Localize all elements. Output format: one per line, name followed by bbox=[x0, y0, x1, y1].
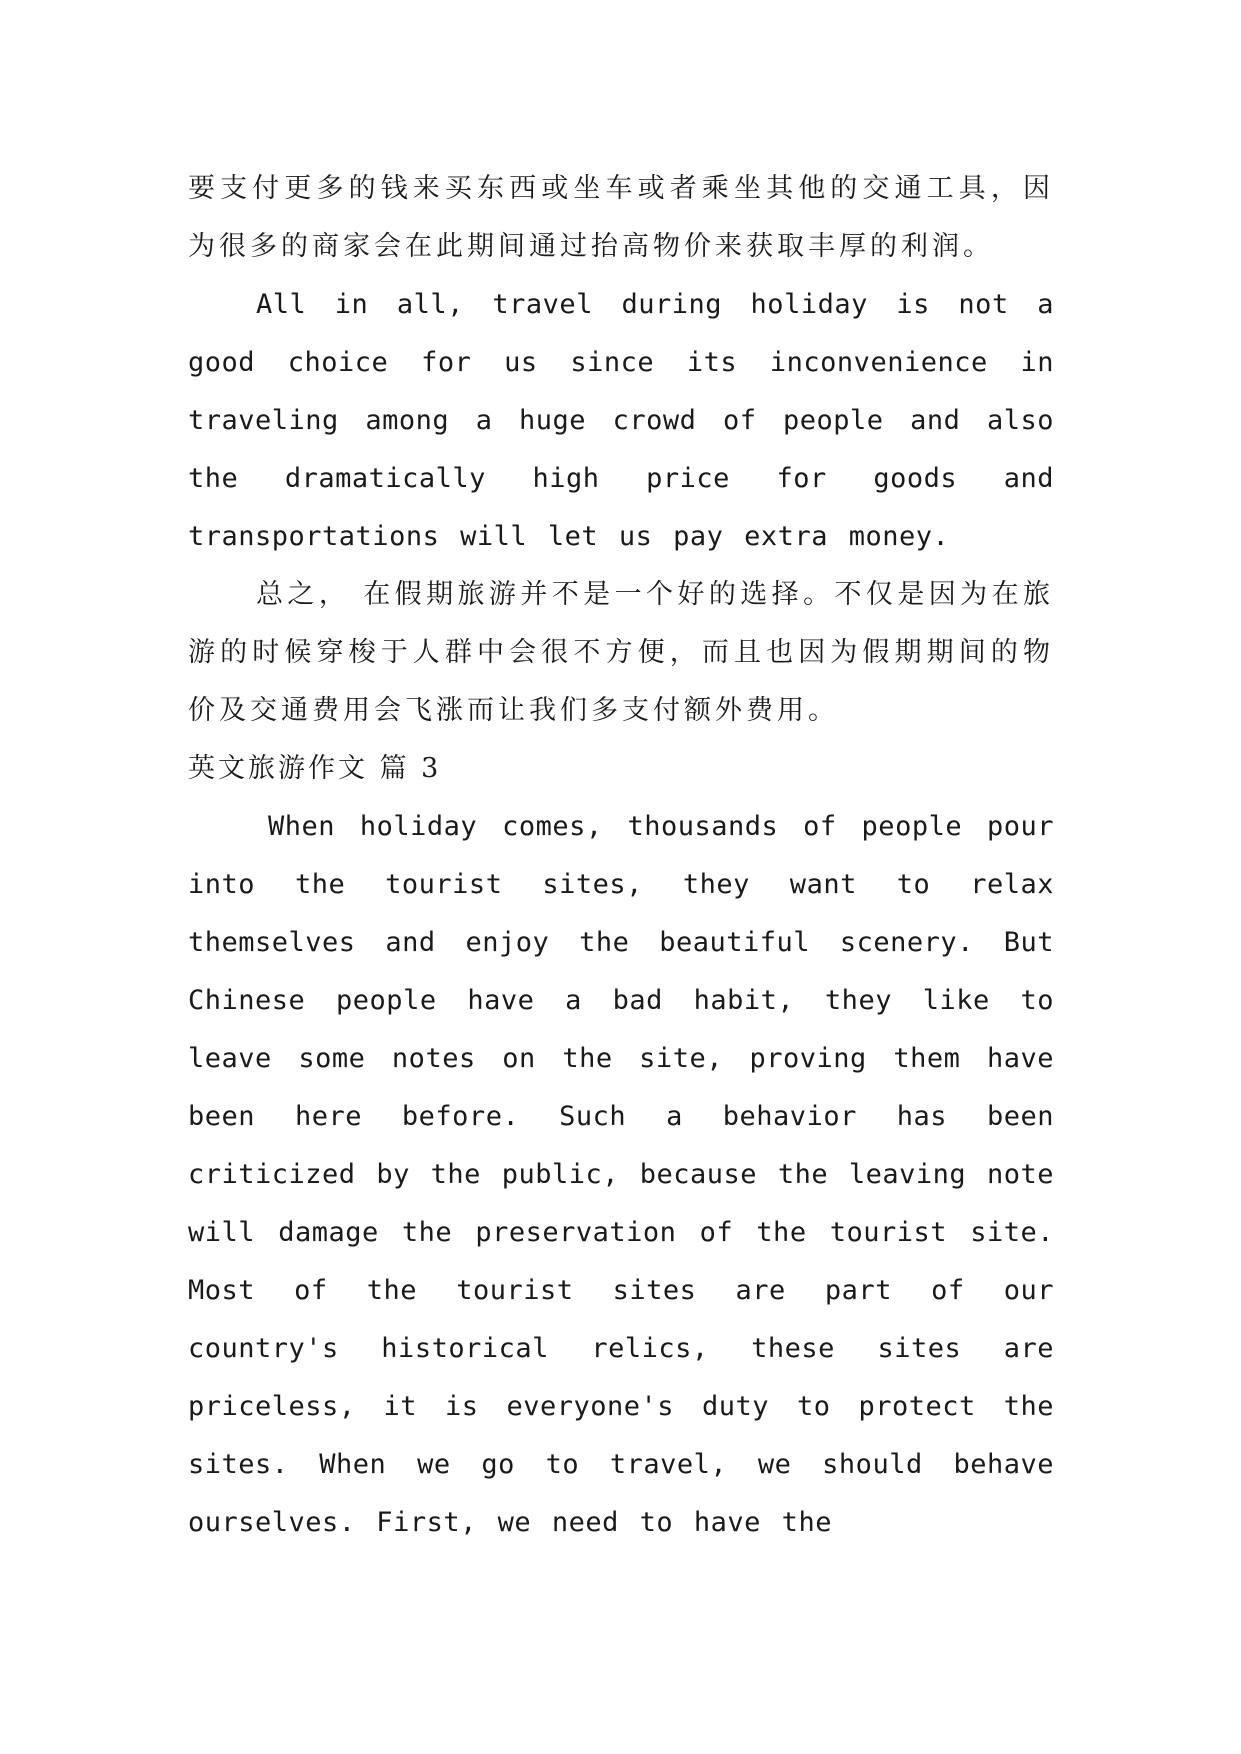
document-body bbox=[188, 160, 1054, 1552]
paragraph-chinese-continuation: 要支付更多的钱来买东西或坐车或者乘坐其他的交通工具，因为很多的商家会在此期间通过抬高物价来获取丰厚的利润。 bbox=[188, 173, 1054, 262]
section-heading: 英文旅游作文 篇 3 bbox=[188, 753, 442, 784]
paragraph-english-essay: When holiday comes, thousands of people pour into the tourist sites, they want to relax themselves and enjoy the beautiful scenery. But Chinese people have a bad habit, they like to leave some notes on the site, proving them have been here before. Such a behavior has been criticized by the public, because the leaving note will damage the preservation of the tourist site. Most of the tourist sites are part of our country's historical relics, these sites are priceless, it is everyone's duty to protect the sites. When we go to travel, we should behave ourselves. First, we need to have the bbox=[188, 811, 1054, 1538]
paragraph-chinese-conclusion: 总之， 在假期旅游并不是一个好的选择。不仅是因为在旅游的时候穿梭于人群中会很不方便，而且也因为假期期间的物价及交通费用会飞涨而让我们多支付额外费用。 bbox=[188, 579, 1054, 726]
paragraph-english-conclusion: All in all, travel during holiday is not a good choice for us since its inconvenience in traveling among a huge crowd of people and also the dramatically high price for goods and transportations will let us pay extra money. bbox=[188, 289, 1054, 552]
